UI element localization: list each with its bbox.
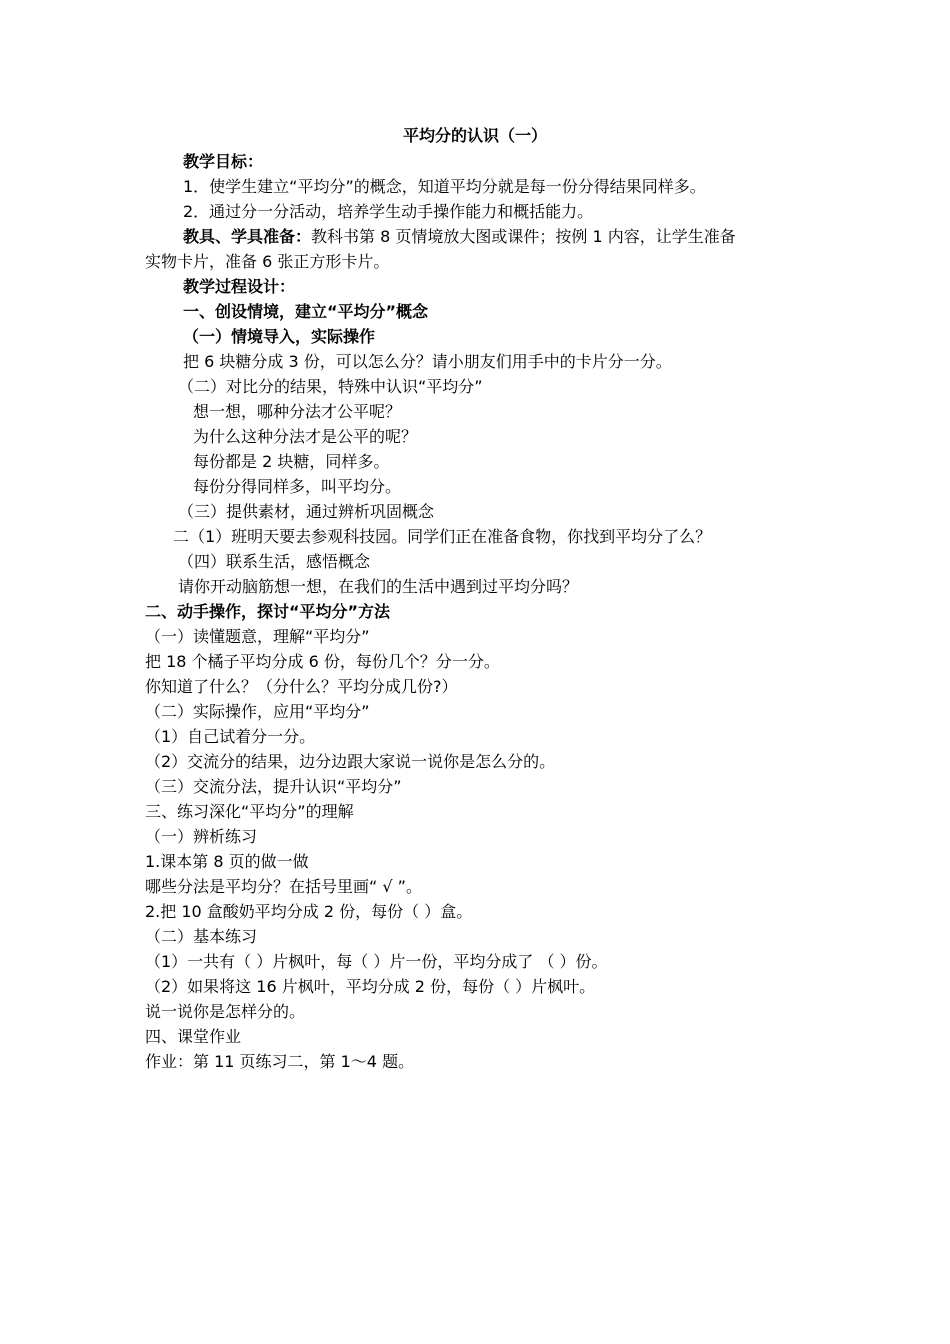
part1-q4: 每份分得同样多，叫平均分。 [193,477,402,496]
goal-item-1: 1．使学生建立“平均分”的概念，知道平均分就是每一份分得结果同样多。 [183,177,706,196]
part3-sub2: （二）基本练习 [145,927,258,946]
part1-sub4: （四）联系生活，感悟概念 [178,552,371,571]
part4-text-1: 作业：第 11 页练习二，第 1～4 题。 [145,1052,415,1071]
part2-text-4: （2）交流分的结果，边分边跟大家说一说你是怎么分的。 [145,752,556,771]
part1-heading: 一、创设情境，建立“平均分”概念 [183,302,429,321]
part1-q2: 为什么这种分法才是公平的呢？ [193,427,418,446]
prep-line-2: 实物卡片，准备 6 张正方形卡片。 [145,252,390,271]
part1-q3: 每份都是 2 块糖，同样多。 [193,452,390,471]
prep-line-1 [183,227,736,247]
part1-sub2: （二）对比分的结果，特殊中认识“平均分” [178,377,483,396]
part2-text-3: （1）自己试着分一分。 [145,727,316,746]
prep-text-1: 教科书第 8 页情境放大图或课件；按例 1 内容，让学生准备 [311,227,736,246]
goals-heading: 教学目标： [183,152,264,171]
part3-text-1: 1.课本第 8 页的做一做 [145,852,309,871]
part1-sub4-text: 请你开动脑筋想一想，在我们的生活中遇到过平均分吗？ [178,577,579,596]
part1-sub3-text: 二（1）班明天要去参观科技园。同学们正在准备食物，你找到平均分了么？ [173,527,712,546]
part2-sub1: （一）读懂题意，理解“平均分” [145,627,370,646]
process-heading: 教学过程设计： [183,277,296,296]
part1-sub1: （一）情境导入，实际操作 [183,327,376,346]
part1-sub1-text: 把 6 块糖分成 3 份，可以怎么分？请小朋友们用手中的卡片分一分。 [183,352,672,371]
part3-text-5: （2）如果将这 16 片枫叶，平均分成 2 份，每份（ ）片枫叶。 [145,977,596,996]
page-title: 平均分的认识（一） [402,126,547,145]
prep-label: 教具、学具准备： [183,227,312,246]
part2-heading: 二、动手操作，探讨“平均分”方法 [145,602,391,621]
part2-text-1: 把 18 个橘子平均分成 6 份，每份几个？分一分。 [145,652,500,671]
part3-text-4: （1）一共有（ ）片枫叶，每（ ）片一份，平均分成了 （ ）份。 [145,952,608,971]
part3-text-3: 2.把 10 盒酸奶平均分成 2 份，每份（ ）盒。 [145,902,473,921]
part3-sub1: （一）辨析练习 [145,827,258,846]
part2-sub2: （二）实际操作，应用“平均分” [145,702,370,721]
part4-heading: 四、课堂作业 [145,1027,242,1046]
part2-sub3: （三）交流分法，提升认识“平均分” [145,777,402,796]
part3-text-2: 哪些分法是平均分？在括号里画“ √ ”。 [145,877,422,896]
part3-heading: 三、练习深化“平均分”的理解 [145,802,354,821]
part3-text-6: 说一说你是怎样分的。 [145,1002,306,1021]
part2-text-2: 你知道了什么？（分什么？平均分成几份?） [145,677,458,696]
part1-sub3: （三）提供素材，通过辨析巩固概念 [178,502,435,521]
goal-item-2: 2．通过分一分活动，培养学生动手操作能力和概括能力。 [183,202,594,221]
part1-q1: 想一想，哪种分法才公平呢？ [193,402,402,421]
